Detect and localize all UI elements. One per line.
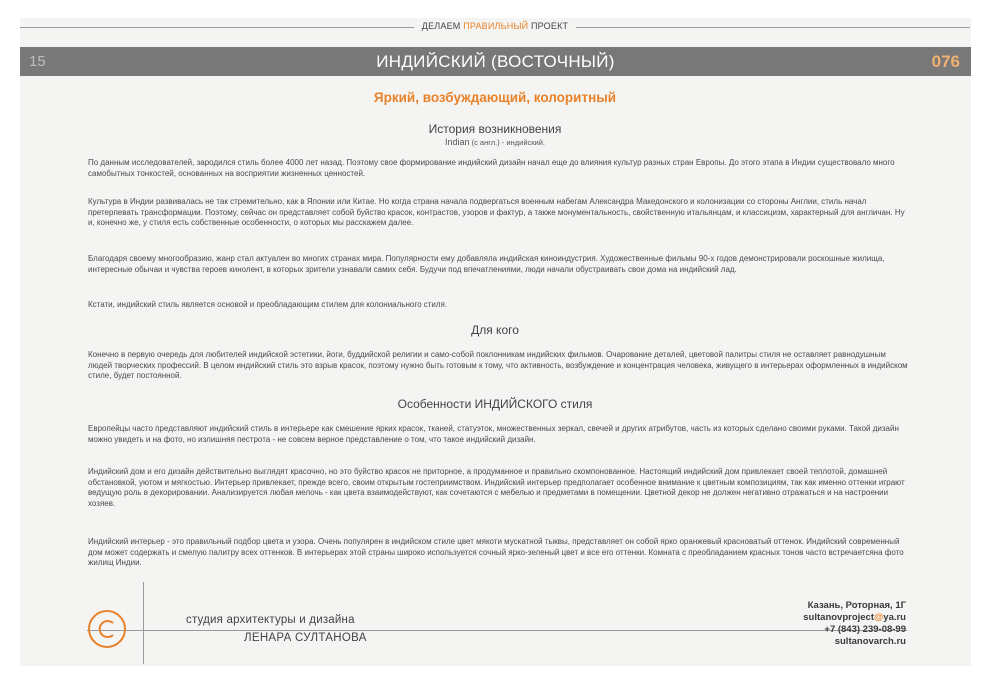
history-paragraph: Культура в Индии развивалась не так стремительно, как в Японии или Китае. Но когда страна начала подвергаться военным набегам Александра Македонского и колонизации со стороны Англии, стиль начал претерпевать трансформации. Поэтому, сейчас он представляет собой буйство красок, контрастов, узоров и фактур, а также монументальность, свойственную итальянцам, и классицизм, характерный для англичан. Ну и, конечно же, у стиля есть собственные особенности, о которых мы расскажем далее.	[88, 197, 905, 227]
style-code: 076	[931, 52, 960, 71]
email-link[interactable]	[803, 612, 906, 624]
page-title: ИНДИЙСКИЙ (ВОСТОЧНЫЙ)	[376, 52, 615, 71]
footer-rule	[87, 630, 907, 631]
header-label-pre: ДЕЛАЕМ	[421, 21, 464, 31]
header-label	[0, 21, 990, 31]
architect-name: ЛЕНАРА СУЛТАНОВА	[244, 632, 367, 644]
features-paragraph: Индийский дом и его дизайн действительно выглядят красочно, но это буйство красок не приторное, а продуманное и правильно скомпонованное. Настоящий индийский дом привлекает своей теплотой, домашней обстановкой, уютом и мягкостью. Интерьер привлекает, прежде всего, своим открытым гостеприимством. Индийский интерьер предполагает особенное внимание к цветным композициям, так как именно оттенки играют ведущую роль в декорировании. Анализируется любая мелочь - как цвета взаимодействуют, как сочетаются с мебелью и предметами в помещении. Цветной декор не должен негативно отражаться и на настроении хозяев.	[88, 467, 905, 508]
features-paragraph: Индийский интерьер - это правильный подбор цвета и узора. Очень популярен в индийском стиле цвет мякоти мускатной тыквы, представляет он собой ярко оранжевый красноватый оттенок. Индийский современный дом может содержать и смелую палитру всех оттенков. В интерьерах этой страны широко используется сочный ярко-зеленый цвет и все его оттенки. Комната с преобладанием красных тонов часто встречаетсяна фото жилищ Индии.	[88, 537, 904, 567]
phone: +7 (843) 239-08-99	[824, 624, 906, 635]
subtitle: Яркий, возбуждающий, колоритный	[373, 90, 617, 105]
for-whom-paragraph: Конечно в первую очередь для любителей индийской эстетики, йоги, буддийской религии и само-собой поклонникам индийских фильмов. Очарование деталей, цветовой палитры стиля не оставляет равнодушным людей творческих профессий. В целом индийский стиль это взрыв красок, поэтому нужно быть готовым к тому, что активность, возбуждение и концентрация человека, живущего в интерьерах оформленных в индийском стиле, будет постоянной.	[88, 350, 908, 380]
studio-logo-icon	[87, 609, 127, 649]
email-at: @	[874, 612, 884, 623]
for-whom-heading: Для кого	[471, 323, 519, 337]
history-paragraph: По данным исследователей, зародился стиль более 4000 лет назад. Поэтому свое формирование индийский дизайн начал еще до влияния культур разных стран Европы. До этого этапа в Индии существовало много самобытных тонкостей, основанных на восприятии жизненных ценностей.	[88, 158, 895, 178]
address: Казань, Роторная, 1Г	[807, 600, 906, 611]
email-user: sultanovproject	[803, 612, 875, 623]
studio-name: студия архитектуры и дизайна	[186, 614, 355, 626]
footer-vertical-rule	[143, 582, 144, 664]
page-background	[20, 18, 971, 666]
history-term-note: (с англ.) - индийский.	[469, 138, 546, 147]
history-paragraph: Кстати, индийский стиль является основой и преобладающим стилем для колониального стиля.	[88, 300, 448, 309]
header-label-accent: ПРАВИЛЬНЫЙ	[463, 21, 529, 31]
page-number: 15	[29, 53, 46, 70]
history-heading: История возникновения	[428, 122, 562, 136]
history-term-word: Indian	[444, 137, 470, 147]
email-domain: ya.ru	[883, 612, 906, 623]
title-bar	[20, 47, 971, 76]
features-paragraph: Европейцы часто представляют индийский стиль в интерьере как смешение ярких красок, тканей, статуэток, множественных зеркал, свечей и других атрибутов, часть из которых сделано своими руками. Такой дизайн можно увидеть и на фото, но излишняя пестрота - не совсем верное представление о том, что такое индийский дизайн.	[88, 424, 899, 444]
features-heading: Особенности ИНДИЙСКОГО стиля	[397, 397, 593, 411]
website-link[interactable]: sultanovarch.ru	[834, 636, 906, 647]
contact-block	[803, 600, 906, 648]
history-term	[0, 137, 990, 147]
history-paragraph: Благодаря своему многообразию, жанр стал актуален во многих странах мира. Популярности ему добавляла индийская киноиндустрия. Художественные фильмы 90-х годов демонстрировали роскошные жилища, интересные обычаи и чувства героев кинолент, в которых зрители узнавали самих себя. Будучи под впечатлениями, люди начали обустраивать свои дома на индийский лад.	[88, 254, 885, 274]
header-label-post: ПРОЕКТ	[528, 21, 569, 31]
